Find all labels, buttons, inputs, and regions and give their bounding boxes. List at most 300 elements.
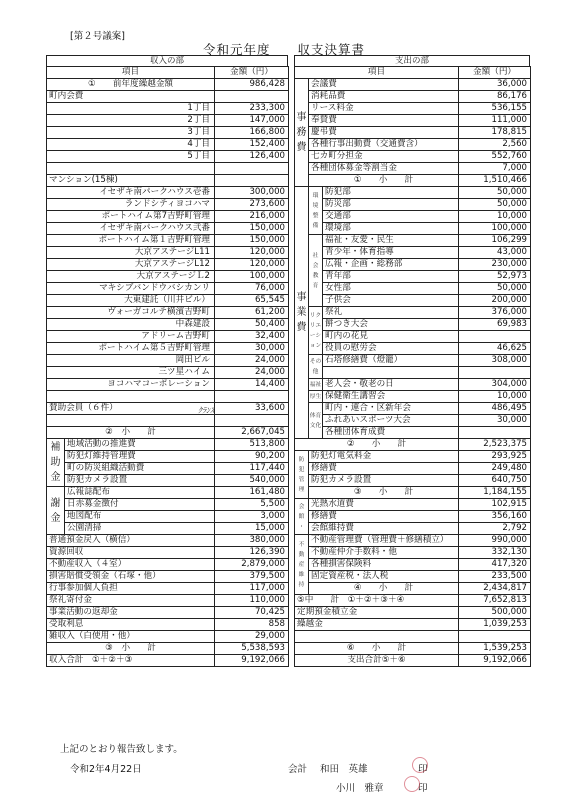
expense-crime-label: 修繕費 [309, 463, 459, 475]
income-other-amount: 9,192,066 [215, 655, 289, 667]
income-row-amount [215, 415, 289, 427]
income-row-label: マキシブバンドウバシカンリ [47, 283, 215, 295]
income-other-label: 雑収入（白使用・他） [47, 631, 215, 643]
expense-office-row [295, 103, 531, 115]
income-other-amount: 70,425 [215, 607, 289, 619]
income-row-amount: 2,667,045 [215, 427, 289, 439]
project-group-label-char: 業 [296, 307, 307, 318]
income-row-label: 三ツ星ハイム [47, 367, 215, 379]
income-row [47, 307, 289, 319]
expense-project-label: 役員の慰労会 [323, 343, 459, 355]
income-row-amount: 216,000 [215, 211, 289, 223]
expense-project-row [295, 379, 531, 391]
expense-office-amount: 7,000 [459, 163, 531, 175]
income-section-header: 収入の部 [46, 55, 288, 66]
income-other-row [47, 535, 289, 547]
income-other-label: 不動産収入（４室） [47, 559, 215, 571]
income-row [47, 403, 289, 415]
project-subgroup-label [309, 235, 323, 307]
income-row-label: 大京アステージL12 [47, 259, 215, 271]
income-row-amount: 24,000 [215, 367, 289, 379]
income-other-amount: 110,000 [215, 595, 289, 607]
project-subgroup-label-char: 教 [312, 272, 319, 279]
project-subgroup-label-char: リエ [309, 322, 322, 329]
income-row-amount: 150,000 [215, 223, 289, 235]
expense-project-subtotal-label: ② 小 計 [295, 439, 459, 451]
project-subgroup-label-char: 文化 [309, 422, 322, 429]
expense-office-label: リース料金 [309, 103, 459, 115]
estate-group-label-char: 不 [298, 541, 305, 548]
expense-project-row [295, 259, 531, 271]
expense-office-amount: 86,176 [459, 91, 531, 103]
income-row [47, 103, 289, 115]
expense-project-amount: 69,983 [459, 319, 531, 331]
expense-office-row [295, 163, 531, 175]
expense-crime-label: ③ 小 計 [309, 487, 459, 499]
income-row-label: 4丁目 [47, 139, 215, 151]
expense-project-amount: 308,000 [459, 355, 531, 367]
income-row [47, 379, 289, 391]
income-table [46, 66, 289, 667]
thanks-group-label-char: 謝 [50, 497, 61, 509]
expense-project-amount: 100,000 [459, 223, 531, 235]
office-group-label [295, 79, 309, 187]
income-other-label: 行事参加個人負担 [47, 583, 215, 595]
expense-project-row [295, 247, 531, 259]
income-row-amount: 33,600 [215, 403, 289, 415]
expense-project-amount [459, 367, 531, 379]
expense-project-row [295, 331, 531, 343]
expense-hall-amount: 356,160 [459, 511, 531, 523]
income-row-amount: 273,600 [215, 199, 289, 211]
expense-project-label: 女性部 [323, 283, 459, 295]
expense-project-amount: 10,000 [459, 391, 531, 403]
income-row [47, 391, 289, 403]
expense-project-label: 各種団体育成費 [323, 427, 459, 439]
expense-project-row [295, 211, 531, 223]
expense-col-item: 項目 [295, 67, 459, 79]
expense-hall-label: 修繕費 [309, 511, 459, 523]
project-subgroup-label-char: 育 [312, 282, 319, 289]
income-row [47, 319, 289, 331]
expense-project-row [295, 415, 531, 427]
project-group-label [295, 187, 309, 439]
expense-project-row [295, 199, 531, 211]
expense-project-label: 青年部 [323, 271, 459, 283]
expense-project-label: 交通部 [323, 211, 459, 223]
expense-project-label: 福祉・友愛・民生 [323, 235, 459, 247]
expense-project-label: ふれあいスポーツ大会 [323, 415, 459, 427]
expense-tail-row [295, 607, 531, 619]
expense-project-label: 石塔修繕費（燈籠） [323, 355, 459, 367]
expense-project-label: 祭礼 [323, 307, 459, 319]
project-subgroup-label-char: 福祉 [309, 381, 322, 388]
income-row-label: 大京アステージL11 [47, 247, 215, 259]
expense-project-amount: 30,000 [459, 415, 531, 427]
signer-name-2: 小川 雅章 [336, 783, 384, 794]
expense-crime-amount: 249,480 [459, 463, 531, 475]
income-col-amount: 金額（円） [215, 67, 289, 79]
income-grant-row [47, 451, 289, 463]
expense-tail-label: 繰越金 [295, 619, 459, 631]
income-row-label [47, 391, 215, 403]
income-row-amount: 61,200 [215, 307, 289, 319]
income-row-amount [215, 391, 289, 403]
expense-project-row [295, 223, 531, 235]
expense-project-label: 老人会・敬老の日 [323, 379, 459, 391]
project-subgroup-label-char: 備 [312, 222, 319, 229]
income-col-item: 項目 [47, 67, 215, 79]
expense-estate-row [295, 547, 531, 559]
expense-office-row [295, 115, 531, 127]
expense-estate-row [295, 583, 531, 595]
seal-label-1: 印 [418, 764, 428, 775]
expense-estate-label: 不動産管理費（管理費＋修繕積立） [309, 535, 459, 547]
project-subgroup-label-char: 環 [312, 192, 319, 199]
income-row-label: 2丁目 [47, 115, 215, 127]
income-other-label: 普通預金戻入（横信） [47, 535, 215, 547]
expense-project-row [295, 391, 531, 403]
expense-project-label: 環境部 [323, 223, 459, 235]
grant-group-label-char: 補 [50, 442, 61, 453]
expense-project-amount [459, 427, 531, 439]
expense-office-amount: 178,815 [459, 127, 531, 139]
expense-project-label: 子供会 [323, 295, 459, 307]
income-other-label: 受取利息 [47, 619, 215, 631]
income-thanks-row [47, 499, 289, 511]
income-row-amount: 233,300 [215, 103, 289, 115]
income-row-label: マンション(15棟) [47, 175, 215, 187]
estate-group-label-char: 動 [298, 551, 305, 558]
expense-tail-amount: 500,000 [459, 607, 531, 619]
hall-group-label-char: 会 [298, 503, 305, 510]
estate-group-label-char: 産 [298, 561, 305, 568]
expense-project-subtotal-row [295, 439, 531, 451]
income-row-label: ヨコハマコーポレーション [47, 379, 215, 391]
income-row [47, 415, 289, 427]
income-row [47, 211, 289, 223]
income-grant-label: 地域活動の推進費 [65, 439, 215, 451]
income-row-label: ポートハイム第５吉野町管理 [47, 343, 215, 355]
income-other-row [47, 607, 289, 619]
hall-group-label-char: ・ [298, 523, 305, 530]
income-row-amount [215, 163, 289, 175]
income-grant-amount: 90,200 [215, 451, 289, 463]
expense-project-row [295, 295, 531, 307]
income-thanks-amount: 161,480 [215, 487, 289, 499]
expense-project-label: 町内・連合・区新年会 [323, 403, 459, 415]
expense-tail-amount: 1,539,253 [459, 643, 531, 655]
project-subgroup-label-char: ョン [309, 342, 322, 349]
income-row-amount: 120,000 [215, 259, 289, 271]
expense-office-label: 奉賛費 [309, 115, 459, 127]
income-row-amount: 30,000 [215, 343, 289, 355]
expense-office-row [295, 79, 531, 91]
income-row-amount: 24,000 [215, 355, 289, 367]
expense-estate-label: 各種損害保険料 [309, 559, 459, 571]
income-row [47, 175, 289, 187]
expense-office-amount: 2,560 [459, 139, 531, 151]
project-subgroup-label-char: 境 [312, 202, 319, 209]
office-group-label-char: 務 [296, 127, 307, 138]
expense-crime-amount: 1,184,155 [459, 487, 531, 499]
expense-office-row [295, 127, 531, 139]
grant-group-label-char: 金 [50, 472, 61, 483]
expense-col-amount: 金額（円） [459, 67, 531, 79]
project-subgroup-label [309, 307, 323, 355]
expense-project-amount: 230,000 [459, 259, 531, 271]
income-row [47, 163, 289, 175]
expense-project-row [295, 367, 531, 379]
income-row [47, 331, 289, 343]
expense-crime-row [295, 451, 531, 463]
expense-tail-label: 支出合計⑤＋⑥ [295, 655, 459, 667]
expense-crime-row [295, 475, 531, 487]
income-row-label: 大東建託（川井ビル） [47, 295, 215, 307]
thanks-group-label-char: 金 [50, 512, 61, 524]
office-group-label-char: 費 [296, 142, 307, 153]
expense-crime-amount: 293,925 [459, 451, 531, 463]
income-row-amount: 300,000 [215, 187, 289, 199]
expense-tail-amount [459, 631, 531, 643]
estate-group-label [295, 535, 309, 595]
income-other-amount: 2,879,000 [215, 559, 289, 571]
income-other-row [47, 595, 289, 607]
grant-group-label [47, 439, 65, 487]
estate-group-label-char: 維 [298, 571, 305, 578]
income-thanks-amount: 15,000 [215, 523, 289, 535]
expense-project-amount: 50,000 [459, 283, 531, 295]
expense-panel [294, 55, 530, 667]
project-subgroup-label-char: 整 [312, 212, 319, 219]
project-subgroup-label-char: 社 [312, 252, 319, 259]
expense-project-amount: 46,625 [459, 343, 531, 355]
seal-label-2: 印 [418, 783, 428, 794]
seal-stamp-1 [412, 757, 428, 773]
expense-project-row [295, 427, 531, 439]
expense-tail-row [295, 619, 531, 631]
income-row [47, 271, 289, 283]
income-other-label: 損害賠償受領金（石塚・他） [47, 571, 215, 583]
project-subgroup-label-char: 他 [312, 368, 319, 375]
expense-project-amount: 304,000 [459, 379, 531, 391]
income-row-label: ヴォーガコルテ横濱吉野町 [47, 307, 215, 319]
crime-group-label [295, 451, 309, 499]
expense-office-amount: 552,760 [459, 151, 531, 163]
income-thanks-label: 広報誌配布 [65, 487, 215, 499]
income-row [47, 91, 289, 103]
thanks-group-label [47, 487, 65, 535]
income-row-label: ② 小 計 [47, 427, 215, 439]
income-row [47, 355, 289, 367]
expense-estate-label: 不動産仲介手数料・他 [309, 547, 459, 559]
expense-project-label: 広報・企画・総務部 [323, 259, 459, 271]
income-row [47, 151, 289, 163]
expense-estate-row [295, 535, 531, 547]
income-other-label: 収入合計 ①＋②＋③ [47, 655, 215, 667]
income-other-amount: 5,538,593 [215, 643, 289, 655]
expense-project-label: 餅つき大会 [323, 319, 459, 331]
project-subgroup-label-char: その [309, 358, 322, 365]
income-other-label: 資源回収 [47, 547, 215, 559]
expense-office-label: 七カ町分担金 [309, 151, 459, 163]
income-row-label: ① 前年度繰越金額 [47, 79, 215, 91]
expense-project-row [295, 235, 531, 247]
expense-tail-amount: 1,039,253 [459, 619, 531, 631]
expense-office-row [295, 151, 531, 163]
expense-project-amount: 50,000 [459, 187, 531, 199]
expense-hall-row [295, 523, 531, 535]
income-other-label: ③ 小 計 [47, 643, 215, 655]
income-grant-amount: 117,440 [215, 463, 289, 475]
income-row-label: 3丁目 [47, 127, 215, 139]
expense-tail-label: ⑤中 計 ①＋②＋③＋④ [295, 595, 459, 607]
expense-project-row [295, 403, 531, 415]
income-other-amount: 126,390 [215, 547, 289, 559]
project-group-label-char: 費 [296, 322, 307, 333]
income-other-amount: 379,500 [215, 571, 289, 583]
income-row [47, 295, 289, 307]
income-row-label: ランドシティヨコハマ [47, 199, 215, 211]
crime-group-label-char: 管 [298, 476, 305, 483]
income-panel [46, 55, 288, 667]
expense-office-row [295, 139, 531, 151]
income-thanks-row [47, 511, 289, 523]
income-other-amount: 117,000 [215, 583, 289, 595]
expense-office-label: 各種行事出動費（交通費含） [309, 139, 459, 151]
income-thanks-row [47, 487, 289, 499]
expense-estate-amount: 417,320 [459, 559, 531, 571]
estate-group-label-char: 持 [298, 581, 305, 588]
income-row-label: ポートハイム第7吉野町管理 [47, 211, 215, 223]
project-subgroup-label [309, 355, 323, 379]
income-header-row [47, 67, 289, 79]
expense-tail-row [295, 655, 531, 667]
expense-office-label: 会議費 [309, 79, 459, 91]
income-row-label: 中森建設 [47, 319, 215, 331]
expense-estate-label: 固定資産税・法人税 [309, 571, 459, 583]
income-row-amount [215, 175, 289, 187]
expense-project-amount [459, 331, 531, 343]
income-thanks-amount: 5,500 [215, 499, 289, 511]
income-other-row [47, 631, 289, 643]
expense-estate-amount: 332,130 [459, 547, 531, 559]
project-subgroup-label [309, 379, 323, 391]
expense-project-row [295, 355, 531, 367]
expense-project-amount: 50,000 [459, 199, 531, 211]
income-grant-amount: 540,000 [215, 475, 289, 487]
expense-tail-row [295, 643, 531, 655]
expense-tail-amount: 7,652,813 [459, 595, 531, 607]
income-row [47, 127, 289, 139]
income-other-amount: 380,000 [215, 535, 289, 547]
expense-project-amount: 10,000 [459, 211, 531, 223]
income-row [47, 283, 289, 295]
hall-group-label [295, 499, 309, 535]
expense-project-label: 保健衛生講習会 [323, 391, 459, 403]
expense-tail-label [295, 631, 459, 643]
project-group-label-char: 事 [296, 292, 307, 303]
income-row-amount: 14,400 [215, 379, 289, 391]
page-title: 令和元年度 収支決算書 [202, 42, 365, 57]
expense-office-amount: 111,000 [459, 115, 531, 127]
expense-office-amount: 536,155 [459, 103, 531, 115]
income-grant-row [47, 475, 289, 487]
report-date: 令和2年4月22日 [70, 764, 142, 775]
expense-hall-label: 会館維持費 [309, 523, 459, 535]
expense-project-amount: 43,000 [459, 247, 531, 259]
income-grant-label: 防犯カメラ設置 [65, 475, 215, 487]
income-row [47, 187, 289, 199]
income-row [47, 199, 289, 211]
expense-crime-label: 防犯灯電気料金 [309, 451, 459, 463]
project-subgroup-label-char: 体育 [309, 412, 322, 419]
income-row-label [47, 415, 215, 427]
expense-project-amount: 376,000 [459, 307, 531, 319]
income-grant-row [47, 463, 289, 475]
expense-project-subtotal-amount: 2,523,375 [459, 439, 531, 451]
expense-project-row [295, 319, 531, 331]
expense-project-row [295, 187, 531, 199]
expense-estate-amount: 990,000 [459, 535, 531, 547]
income-other-row [47, 655, 289, 667]
income-row [47, 139, 289, 151]
income-row-amount: 166,800 [215, 127, 289, 139]
crime-group-label-char: 理 [298, 486, 305, 493]
income-row-amount: 50,400 [215, 319, 289, 331]
expense-project-label: 防犯部 [323, 187, 459, 199]
expense-estate-amount: 2,434,817 [459, 583, 531, 595]
expense-project-row [295, 271, 531, 283]
income-row-label: イセザキ南パークハウス壱番 [47, 187, 215, 199]
income-row-amount: 147,000 [215, 115, 289, 127]
income-other-row [47, 643, 289, 655]
expense-tail-label: 定期預金積立金 [295, 607, 459, 619]
expense-hall-row [295, 499, 531, 511]
expense-tail-row [295, 631, 531, 643]
income-row-label: イセザキ南パークハウス弐番 [47, 223, 215, 235]
expense-project-amount: 486,495 [459, 403, 531, 415]
expense-project-label [323, 367, 459, 379]
office-group-label-char: 事 [296, 112, 307, 123]
income-grant-row [47, 439, 289, 451]
income-row-label: 岡田ビル [47, 355, 215, 367]
expense-office-label: 消耗品費 [309, 91, 459, 103]
expense-crime-amount: 640,750 [459, 475, 531, 487]
expense-header-row [295, 67, 531, 79]
income-row-label [47, 163, 215, 175]
expense-tail-row [295, 595, 531, 607]
expense-office-amount: 1,510,466 [459, 175, 531, 187]
income-thanks-label: 日赤募金徴付 [65, 499, 215, 511]
income-grant-label: 町の防災組織活動費 [65, 463, 215, 475]
income-row [47, 259, 289, 271]
expense-office-row [295, 91, 531, 103]
expense-project-row [295, 343, 531, 355]
grant-group-label-char: 助 [50, 457, 61, 468]
expense-tail-label: ⑥ 小 計 [295, 643, 459, 655]
expense-project-row [295, 307, 531, 319]
expense-estate-row [295, 559, 531, 571]
hall-group-label-char: 館 [298, 513, 305, 520]
income-row [47, 343, 289, 355]
expense-estate-label: ④ 小 計 [309, 583, 459, 595]
crime-group-label-char: 防 [298, 456, 305, 463]
income-row-label: アドリーム吉野町 [47, 331, 215, 343]
crime-group-label-char: 犯 [298, 466, 305, 473]
expense-hall-row [295, 511, 531, 523]
expense-office-label: 各種団体募金等割当金 [309, 163, 459, 175]
